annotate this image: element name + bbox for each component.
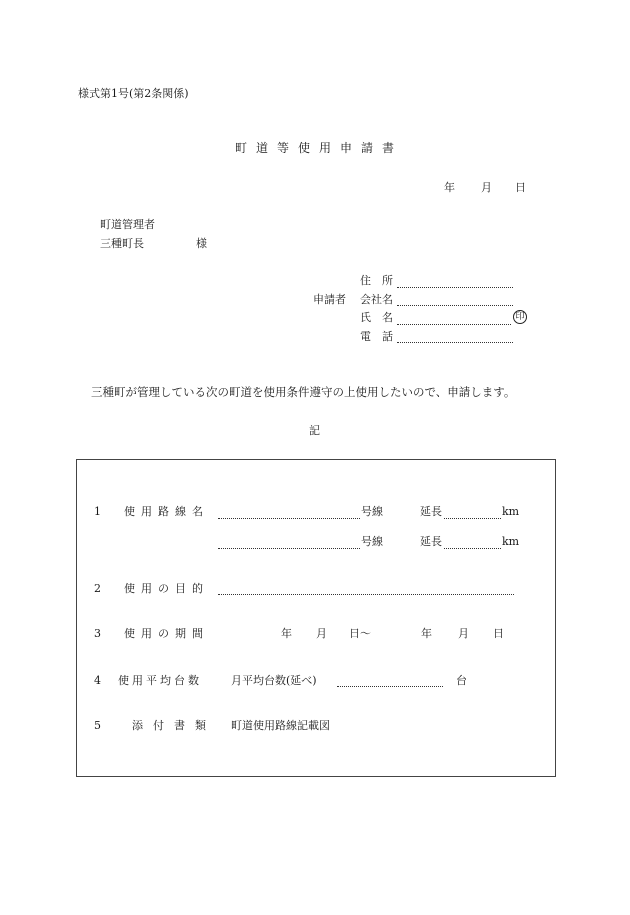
length-label-1: 延長 (420, 505, 442, 518)
seal-icon: 印 (513, 310, 527, 324)
route-field-1[interactable] (218, 518, 360, 519)
applicant-label: 申請者 (313, 293, 346, 306)
name-label: 氏 名 (360, 311, 393, 324)
address-field[interactable] (397, 287, 513, 288)
period-day2-label: 日 (493, 627, 504, 640)
application-statement: 三種町が管理している次の町道を使用条件遵守の上使用したいので、申請します。 (91, 385, 516, 399)
period-year2-label: 年 (421, 627, 432, 640)
period-year-label: 年 (281, 627, 292, 640)
vehicles-field[interactable] (337, 686, 443, 687)
company-field[interactable] (397, 305, 513, 306)
date-year-label: 年 (444, 181, 455, 194)
route-suffix-1: 号線 (361, 505, 383, 518)
address-label: 住 所 (360, 274, 393, 287)
period-day-from-label: 日〜 (349, 627, 371, 640)
route-suffix-2: 号線 (361, 535, 383, 548)
name-field[interactable] (397, 324, 511, 325)
phone-label: 電 話 (360, 330, 393, 343)
page-title: 町道等使用申請書 (235, 141, 404, 155)
phone-field[interactable] (397, 342, 513, 343)
company-label: 会社名 (360, 293, 393, 306)
date-day-label: 日 (515, 181, 526, 194)
ki-heading: 記 (309, 424, 320, 437)
form-number: 様式第1号(第2条関係) (78, 87, 189, 100)
item-vehicles-label: 4 使用平均台数 (94, 674, 202, 687)
route-field-2[interactable] (218, 548, 360, 549)
addressee-title: 町道管理者 (100, 218, 155, 231)
item-period-label: 3 使用の期間 (94, 627, 209, 640)
length-label-2: 延長 (420, 535, 442, 548)
period-month-label: 月 (316, 627, 327, 640)
attachment-value: 町道使用路線記載図 (231, 719, 330, 732)
length-field-1[interactable] (444, 518, 501, 519)
addressee-honorific: 様 (196, 237, 207, 250)
length-unit-1: km (502, 505, 520, 518)
length-unit-2: km (502, 535, 520, 548)
item-route-label: 1 使用路線名 (94, 505, 209, 518)
length-field-2[interactable] (444, 548, 501, 549)
addressee-name: 三種町長 (100, 237, 144, 250)
date-month-label: 月 (481, 181, 492, 194)
purpose-field[interactable] (218, 594, 514, 595)
period-month2-label: 月 (458, 627, 469, 640)
vehicles-unit: 台 (456, 674, 467, 687)
item-purpose-label: 2 使用の目的 (94, 582, 209, 595)
item-attachment-label: 5 添付書類 (94, 719, 216, 732)
vehicles-text: 月平均台数(延べ) (231, 674, 317, 687)
